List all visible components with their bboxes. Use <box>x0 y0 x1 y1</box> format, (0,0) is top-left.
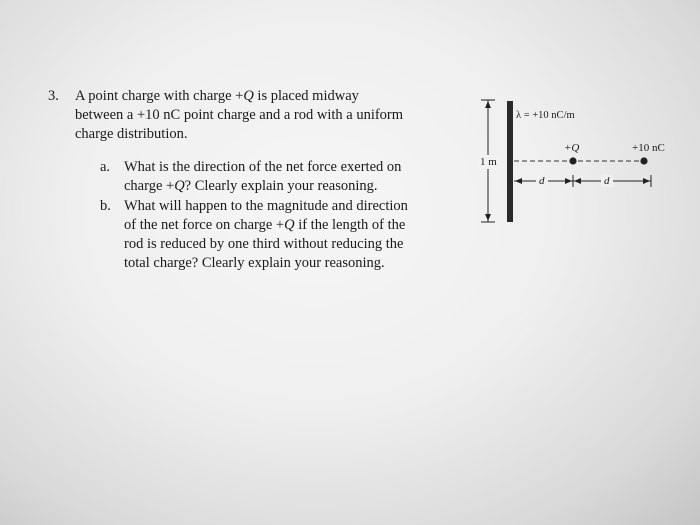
charged-rod <box>507 101 513 222</box>
lambda-label: λ = +10 nC/m <box>516 110 575 121</box>
right-charge-label: +10 nC <box>632 142 665 154</box>
distance-label-left: d <box>539 175 545 187</box>
distance-arrow-right <box>643 178 650 184</box>
intro-line-2: between a +10 nC point charge and a rod with a uniform <box>75 107 404 123</box>
intro-line-3: charge distribution. <box>75 126 188 142</box>
intro-line-1-pre: A point charge with charge + <box>75 88 244 104</box>
part-a-marker: a. <box>100 159 111 175</box>
part-b-line-2-post: if the length of the <box>294 217 406 233</box>
part-b-line-2-pre: of the net force on charge + <box>124 217 285 233</box>
problem-number: 3. <box>48 88 59 104</box>
part-a-line-2-pre: charge + <box>124 178 175 194</box>
distance-arrow-center-right <box>574 178 581 184</box>
part-a-line-1: What is the direction of the net force exerted on <box>124 159 402 175</box>
part-b-marker: b. <box>100 198 111 214</box>
rod-length-arrow-up <box>485 101 491 108</box>
part-b-line-4: total charge? Clearly explain your reasoning. <box>124 255 385 271</box>
rod-length-arrow-down <box>485 214 491 221</box>
intro-line-1-post: is placed midway <box>253 88 359 104</box>
part-b-q-var: Q <box>284 217 295 233</box>
part-b-line-1: What will happen to the magnitude and direction <box>124 198 408 214</box>
distance-label-right: d <box>604 175 610 187</box>
center-charge-label: +Q <box>564 142 580 154</box>
distance-arrow-center-left <box>565 178 572 184</box>
part-a-q-var: Q <box>174 178 185 194</box>
rod-length-label: 1 m <box>480 156 497 168</box>
right-charge-10nc <box>640 157 647 164</box>
center-charge-q <box>569 157 576 164</box>
part-a-line-2-post: ? Clearly explain your reasoning. <box>184 178 378 194</box>
distance-arrow-left <box>515 178 522 184</box>
intro-q-var: Q <box>243 88 254 104</box>
part-b-line-3: rod is reduced by one third without reducing the <box>124 236 404 252</box>
